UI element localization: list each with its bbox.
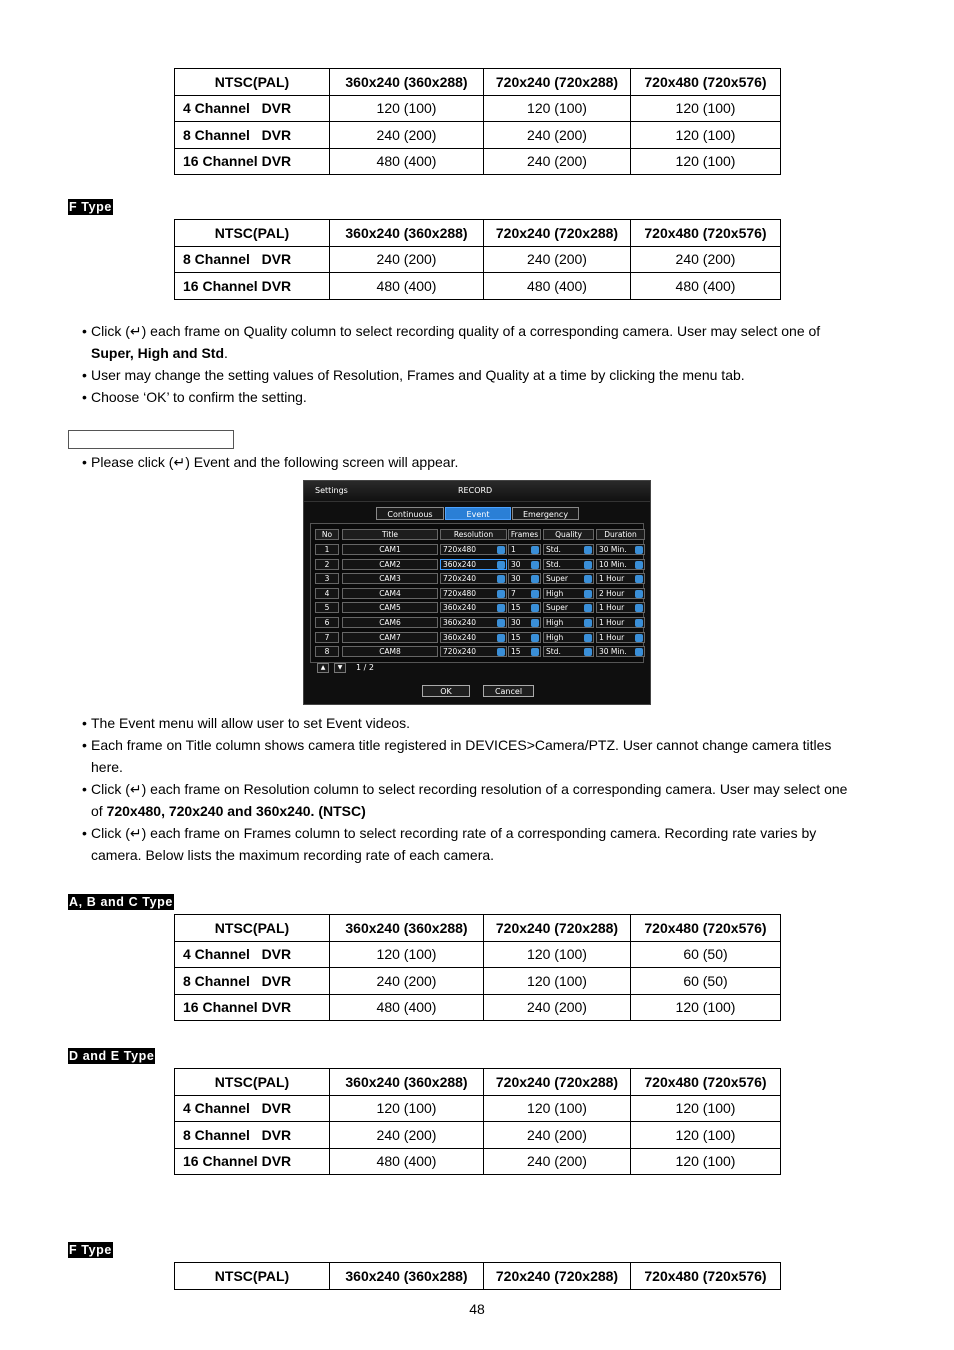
column-header: NTSC(PAL) [175,1263,330,1290]
table-cell: 240 (200) [484,994,631,1021]
table-cell: 120 (100) [631,122,781,149]
table-row [175,1148,781,1175]
cell-value: 1 Hour [599,632,625,642]
cell-value: CAM5 [379,603,401,613]
select-icon[interactable] [531,546,539,554]
cell-no [315,588,339,599]
recording-rate-table-f-type [174,219,781,300]
f-type-label: F Type [69,200,112,214]
table-header-row [175,915,781,942]
table-cell: 120 (100) [631,1095,781,1122]
row-header: 8 Channel DVR [175,1122,330,1149]
cell-value: 720x240 [443,647,477,657]
select-icon[interactable] [531,648,539,656]
column-header: 720x480 (720x576) [631,1263,781,1290]
f-type-label-2: F Type [69,1243,112,1257]
cell-quality[interactable] [543,632,594,643]
cell-resolution[interactable] [440,559,507,570]
cell-duration[interactable] [596,646,645,657]
row-header: 4 Channel DVR [175,95,330,122]
bullet-text: ) each frame on Frames column to select recording rate of a corresponding camera. Recording rate varies by [141,825,817,841]
cell-resolution[interactable] [440,602,507,613]
cell-resolution[interactable] [440,588,507,599]
cell-value: 15 [511,632,521,642]
cancel-button[interactable]: Cancel [483,685,534,697]
cell-resolution[interactable] [440,646,507,657]
bullet-text: Each frame on Title column shows camera title registered in DEVICES>Camera/PTZ. User cannot change camera titles [91,737,832,753]
select-icon[interactable] [584,575,592,583]
cell-duration[interactable] [596,573,645,584]
select-icon[interactable] [531,604,539,612]
table-cell: 480 (400) [330,1148,484,1175]
cell-frames[interactable] [508,544,541,555]
cell-value: 1 Hour [599,603,625,613]
select-icon[interactable] [584,619,592,627]
page-up-button[interactable]: ▲ [317,663,329,673]
cell-value: 720x240 [443,574,477,584]
cell-value: 2 Hour [599,588,625,598]
cell-title [342,588,438,599]
select-icon[interactable] [635,619,643,627]
cell-resolution[interactable] [440,632,507,643]
select-icon[interactable] [531,619,539,627]
settings-label: Settings [315,486,348,495]
column-header: 720x480 (720x576) [631,220,781,247]
table-header-row [175,1263,781,1290]
cell-value: 3 [324,574,330,584]
table-row [175,246,781,273]
table-row [175,1095,781,1122]
cell-title [342,559,438,570]
bullet-text: ) Event and the following screen will appear. [185,454,459,470]
select-icon[interactable] [635,546,643,554]
column-header: NTSC(PAL) [175,69,330,96]
cell-quality[interactable] [543,588,594,599]
column-header-frames: Frames [508,529,541,540]
row-header: 8 Channel DVR [175,246,330,273]
cell-value: CAM2 [379,559,401,569]
cell-quality[interactable] [543,602,594,613]
bullet-event-menu: • The Event menu will allow user to set Event videos. [82,715,411,731]
column-header-resolution: Resolution [440,529,507,540]
column-header: 720x240 (720x288) [484,915,631,942]
column-header: NTSC(PAL) [175,1069,330,1096]
cell-no [315,559,339,570]
table-cell: 120 (100) [484,1095,631,1122]
cell-frames[interactable] [508,588,541,599]
table-header-row [175,1069,781,1096]
cell-value: CAM1 [379,545,401,554]
section-heading-box [68,430,234,449]
cell-frames[interactable] [508,632,541,643]
cell-duration[interactable] [596,617,645,628]
table-row [175,994,781,1021]
cell-value: 10 Min. [599,559,627,569]
bullet-ok: • Choose ‘OK’ to confirm the setting. [82,389,307,405]
bullet-event-intro: • Please click (↵) Event and the following screen will appear. [82,454,459,470]
cell-value: 30 Min. [599,647,627,657]
event-intro [82,451,882,473]
cell-quality[interactable] [543,559,594,570]
select-icon[interactable] [497,634,505,642]
bullet-resolution-column: • Click (↵) each frame on Resolution column to select recording resolution of a corresponding camera. User may select one of 720x480, 720x240 and 360x240. (NTSC) [82,781,848,819]
bullet-text: of [91,803,107,819]
recording-rate-table-1 [174,68,781,175]
column-header: 360x240 (360x288) [330,69,484,96]
event-rate-table-f-type [174,1262,781,1290]
bullet-text: here. [91,759,123,775]
table-cell: 120 (100) [631,1148,781,1175]
table-cell: 60 (50) [631,941,781,968]
table-row [175,273,781,300]
cell-value: High [546,632,564,642]
cell-quality[interactable] [543,573,594,584]
cell-quality[interactable] [543,646,594,657]
select-icon[interactable] [584,604,592,612]
tab-event[interactable]: Event [445,507,511,520]
bullet-text: Please click ( [91,454,174,470]
bullet-text: The Event menu will allow user to set Event videos. [91,715,411,731]
table-cell: 240 (200) [484,1122,631,1149]
page-number: 48 [469,1301,485,1317]
cell-resolution[interactable] [440,617,507,628]
bullet-text: ) each frame on Resolution column to select recording resolution of a corresponding camera. User may select one [141,781,848,797]
cell-value: 1 [511,545,516,554]
select-icon[interactable] [497,575,505,583]
table-row [175,1122,781,1149]
select-icon[interactable] [584,561,592,569]
select-icon[interactable] [497,619,505,627]
enter-icon: ↵ [129,323,142,339]
row-header: 4 Channel DVR [175,1095,330,1122]
select-icon[interactable] [584,546,592,554]
cell-value: Std. [546,545,561,554]
cell-frames[interactable] [508,573,541,584]
tab-emergency[interactable]: Emergency [512,507,579,520]
cell-value: 30 Min. [599,545,627,554]
column-header: 360x240 (360x288) [330,220,484,247]
table-cell: 240 (200) [484,148,631,175]
column-header: 720x480 (720x576) [631,915,781,942]
table-cell: 120 (100) [631,994,781,1021]
cell-duration[interactable] [596,544,645,555]
table-cell: 120 (100) [330,1095,484,1122]
cell-duration[interactable] [596,559,645,570]
column-header-quality: Quality [543,529,594,540]
cell-value: 360x240 [443,559,477,569]
table-cell: 240 (200) [484,246,631,273]
table-cell: 120 (100) [631,95,781,122]
row-header: 16 Channel DVR [175,148,330,175]
cell-value: 1 [324,545,330,554]
select-icon[interactable] [497,604,505,612]
column-header: 360x240 (360x288) [330,1069,484,1096]
column-header: 720x240 (720x288) [484,1263,631,1290]
cell-value: CAM7 [379,632,401,642]
cell-no [315,646,339,657]
enter-icon: ↵ [173,454,186,470]
table-cell: 240 (200) [330,246,484,273]
cell-value: 2 [324,559,330,569]
select-icon[interactable] [584,590,592,598]
table-cell: 240 (200) [484,122,631,149]
column-header: 720x480 (720x576) [631,69,781,96]
bullet-text: User may change the setting values of Resolution, Frames and Quality at a time by clicking the menu tab. [91,367,745,383]
table-cell: 240 (200) [330,968,484,995]
cell-frames[interactable] [508,559,541,570]
table-cell: 240 (200) [484,1148,631,1175]
table-cell: 480 (400) [631,273,781,300]
select-icon[interactable] [497,648,505,656]
cell-duration[interactable] [596,588,645,599]
table-cell: 120 (100) [631,1122,781,1149]
cell-quality[interactable] [543,544,594,555]
bullet-text: ) each frame on Quality column to select recording quality of a corresponding camera. User may select one of [141,323,821,339]
event-instructions [82,712,882,866]
select-icon[interactable] [584,648,592,656]
record-title: RECORD [458,486,493,495]
bullet-text: Choose ‘OK’ to confirm the setting. [91,389,307,405]
select-icon[interactable] [635,575,643,583]
cell-value: Super [546,603,568,613]
row-header: 8 Channel DVR [175,122,330,149]
cell-value: 720x480 [443,545,477,554]
cell-resolution[interactable] [440,544,507,555]
table-row [175,95,781,122]
bullet-frames-column: • Click (↵) each frame on Frames column to select recording rate of a corresponding camera. Recording rate varies by camera. Below lists the maximum recording rate of each camera. [82,825,817,863]
row-header: 8 Channel DVR [175,968,330,995]
select-icon[interactable] [497,561,505,569]
dvr-record-event-screen [303,480,651,705]
bullet-quality: • Click (↵) each frame on Quality column to select recording quality of a corresponding camera. User may select one of Super, High and Std. [82,323,821,361]
cell-value: Super [546,574,568,584]
cell-value: 5 [324,603,330,613]
column-header: NTSC(PAL) [175,915,330,942]
ok-button[interactable]: OK [422,685,470,697]
bullet-text: Click ( [91,323,130,339]
dvr-event-grid [310,523,644,663]
table-header-row [175,220,781,247]
column-header: 720x240 (720x288) [484,69,631,96]
column-header: 360x240 (360x288) [330,1263,484,1290]
table-cell: 240 (200) [330,122,484,149]
table-row [175,968,781,995]
bullet-text: Click ( [91,825,130,841]
cell-value: 6 [324,618,330,627]
table-row [175,148,781,175]
bullet-title-column: • Each frame on Title column shows camera title registered in DEVICES>Camera/PTZ. User cannot change camera titles here. [82,737,832,775]
table-cell: 120 (100) [631,148,781,175]
table-cell: 120 (100) [484,941,631,968]
column-header: 720x240 (720x288) [484,1069,631,1096]
row-header: 16 Channel DVR [175,1148,330,1175]
cell-value: CAM3 [379,574,401,584]
row-header: 16 Channel DVR [175,994,330,1021]
cell-title [342,646,438,657]
cell-title [342,544,438,555]
cell-value: 7 [324,632,330,642]
table-cell: 240 (200) [330,1122,484,1149]
tab-continuous[interactable]: Continuous [376,507,444,520]
column-header: 360x240 (360x288) [330,915,484,942]
cell-no [315,544,339,555]
column-header: NTSC(PAL) [175,220,330,247]
select-icon[interactable] [635,590,643,598]
table-header-row [175,69,781,96]
cell-value: 4 [324,588,330,598]
table-row [175,122,781,149]
column-header: 720x240 (720x288) [484,220,631,247]
cell-value: Std. [546,647,561,657]
select-icon[interactable] [531,575,539,583]
select-icon[interactable] [584,634,592,642]
bullet-menu-tab: • User may change the setting values of Resolution, Frames and Quality at a time by clicking the menu tab. [82,367,745,383]
cell-value: 30 [511,574,521,584]
cell-value: 720x480 [443,588,477,598]
select-icon[interactable] [531,590,539,598]
select-icon[interactable] [635,634,643,642]
cell-title [342,632,438,643]
cell-title [342,617,438,628]
table-cell: 120 (100) [330,95,484,122]
abc-type-label: A, B and C Type [69,895,173,909]
select-icon[interactable] [635,648,643,656]
cell-value: 15 [511,647,521,657]
cell-duration[interactable] [596,632,645,643]
table-cell: 480 (400) [330,994,484,1021]
table-cell: 120 (100) [484,95,631,122]
table-cell: 120 (100) [484,968,631,995]
table-cell: 240 (200) [631,246,781,273]
table-cell: 480 (400) [330,148,484,175]
select-icon[interactable] [635,561,643,569]
quality-options: Super, High and Std [91,345,225,361]
enter-icon: ↵ [129,781,142,797]
cell-title [342,602,438,613]
cell-no [315,632,339,643]
column-header-no: No [315,529,339,540]
resolution-options: 720x480, 720x240 and 360x240. (NTSC) [106,803,366,819]
de-type-label: D and E Type [69,1049,155,1063]
cell-value: 30 [511,618,521,627]
cell-quality[interactable] [543,617,594,628]
column-header-title: Title [342,529,438,540]
event-rate-table-de-type [174,1068,781,1175]
table-cell: 60 (50) [631,968,781,995]
cell-frames[interactable] [508,646,541,657]
cell-value: 7 [511,588,516,598]
select-icon[interactable] [497,546,505,554]
dvr-title-bar [304,481,650,502]
bullet-text: camera. Below lists the maximum recording rate of each camera. [91,847,495,863]
cell-duration[interactable] [596,602,645,613]
select-icon[interactable] [497,590,505,598]
row-header: 4 Channel DVR [175,941,330,968]
cell-resolution[interactable] [440,573,507,584]
cell-value: 360x240 [443,632,477,642]
cell-value: 30 [511,559,521,569]
column-header: 720x480 (720x576) [631,1069,781,1096]
page-indicator: 1 / 2 [356,663,374,672]
cell-value: 360x240 [443,603,477,613]
table-cell: 480 (400) [484,273,631,300]
cell-value: CAM8 [379,647,401,657]
page-down-button[interactable]: ▼ [334,663,346,673]
cell-frames[interactable] [508,602,541,613]
cell-value: Std. [546,559,561,569]
cell-value: High [546,618,564,627]
cell-value: 1 Hour [599,618,625,627]
cell-value: 1 Hour [599,574,625,584]
cell-no [315,573,339,584]
bullet-text: . [224,345,228,361]
table-row [175,941,781,968]
select-icon[interactable] [531,634,539,642]
select-icon[interactable] [531,561,539,569]
event-rate-table-abc-type [174,914,781,1021]
cell-value: High [546,588,564,598]
cell-value: 360x240 [443,618,477,627]
table-cell: 480 (400) [330,273,484,300]
quality-instructions [82,320,882,408]
table-cell: 120 (100) [330,941,484,968]
cell-value: 8 [324,647,330,657]
row-header: 16 Channel DVR [175,273,330,300]
cell-frames[interactable] [508,617,541,628]
cell-value: 15 [511,603,521,613]
select-icon[interactable] [635,604,643,612]
column-header-duration: Duration [596,529,645,540]
cell-no [315,602,339,613]
bullet-text: Click ( [91,781,130,797]
cell-title [342,573,438,584]
cell-value: CAM6 [379,618,401,627]
cell-value: CAM4 [379,588,401,598]
enter-icon: ↵ [129,825,142,841]
cell-no [315,617,339,628]
